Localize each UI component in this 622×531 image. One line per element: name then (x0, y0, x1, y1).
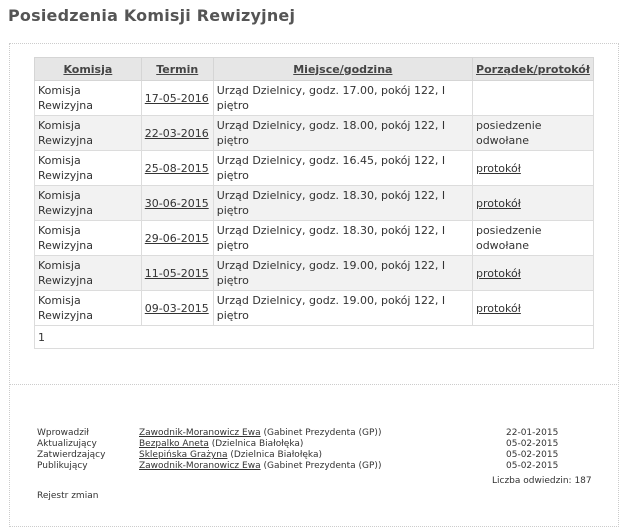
person-link[interactable]: Bezpalko Aneta (139, 439, 209, 449)
protocol-link[interactable]: protokół (475, 196, 521, 210)
term-link[interactable]: 17-05-2016 (141, 81, 213, 116)
commission-cell: Komisja Rewizyjna (35, 186, 142, 221)
meta-date: 22-01-2015 (506, 428, 559, 438)
commission-cell: Komisja Rewizyjna (35, 151, 142, 186)
agenda-cell (472, 291, 593, 326)
place-cell: Urząd Dzielnicy, godz. 19.00, pokój 122, I piętro (213, 256, 472, 291)
place-cell: Urząd Dzielnicy, godz. 18.30, pokój 122, I piętro (213, 221, 472, 256)
table-row (35, 151, 594, 186)
commission-cell: Komisja Rewizyjna (35, 291, 142, 326)
page-number[interactable]: 1 (35, 326, 594, 349)
protocol-link[interactable]: protokół (475, 301, 521, 315)
sessions-table (34, 57, 594, 349)
commission-cell: Komisja Rewizyjna (35, 256, 142, 291)
meta-label: Wprowadził (37, 428, 89, 438)
meta-label: Publikujący (37, 461, 88, 471)
place-cell: Urząd Dzielnicy, godz. 18.30, pokój 122, I piętro (213, 186, 472, 221)
person-link[interactable]: Zawodnik-Moranowicz Ewa (139, 461, 261, 471)
protocol-link[interactable]: protokół (475, 266, 521, 280)
meta-label: Zatwierdzający (37, 450, 106, 460)
person-link[interactable]: Zawodnik-Moranowicz Ewa (139, 428, 261, 438)
org-name: (Dzielnica Białołęka) (227, 450, 322, 460)
column-header-place[interactable]: Miejsce/godzina (213, 58, 472, 81)
agenda-cell: posiedzenie odwołane (472, 116, 593, 151)
place-cell: Urząd Dzielnicy, godz. 16.45, pokój 122, I piętro (213, 151, 472, 186)
column-header-agenda[interactable]: Porządek/protokół (472, 58, 593, 81)
table-row (35, 291, 594, 326)
commission-cell: Komisja Rewizyjna (35, 81, 142, 116)
commission-cell: Komisja Rewizyjna (35, 116, 142, 151)
place-cell: Urząd Dzielnicy, godz. 17.00, pokój 122, I piętro (213, 81, 472, 116)
place-cell: Urząd Dzielnicy, godz. 19.00, pokój 122, I piętro (213, 291, 472, 326)
pagination-row (35, 326, 594, 349)
person-link[interactable]: Sklepińska Grażyna (139, 450, 228, 460)
term-link[interactable]: 09-03-2015 (141, 291, 213, 326)
table-row (35, 116, 594, 151)
agenda-cell: posiedzenie odwołane (472, 221, 593, 256)
agenda-cell (472, 81, 593, 116)
commission-cell: Komisja Rewizyjna (35, 221, 142, 256)
meta-date: 05-02-2015 (506, 450, 559, 460)
visits-count: 187 (574, 476, 592, 486)
meta-label: Aktualizujący (37, 439, 97, 449)
visit-counter (492, 476, 592, 486)
table-row (35, 81, 594, 116)
org-name: (Gabinet Prezydenta (GP)) (260, 461, 382, 471)
place-cell: Urząd Dzielnicy, godz. 18.00, pokój 122, I piętro (213, 116, 472, 151)
agenda-cell (472, 256, 593, 291)
change-log-link[interactable]: Rejestr zmian (37, 491, 99, 501)
table-row (35, 186, 594, 221)
term-link[interactable]: 30-06-2015 (141, 186, 213, 221)
agenda-cell (472, 151, 593, 186)
meta-date: 05-02-2015 (506, 461, 559, 471)
page-title: Posiedzenia Komisji Rewizyjnej (8, 6, 296, 25)
table-row (35, 221, 594, 256)
meta-date: 05-02-2015 (506, 439, 559, 449)
term-link[interactable]: 22-03-2016 (141, 116, 213, 151)
protocol-link[interactable]: protokół (475, 161, 521, 175)
table-header-row (35, 58, 594, 81)
term-link[interactable]: 11-05-2015 (141, 256, 213, 291)
column-header-term[interactable]: Termin (141, 58, 213, 81)
column-header-commission[interactable]: Komisja (35, 58, 142, 81)
agenda-cell (472, 186, 593, 221)
section-divider (9, 384, 619, 385)
term-link[interactable]: 29-06-2015 (141, 221, 213, 256)
visits-label: Liczba odwiedzin: (492, 476, 572, 486)
org-name: (Dzielnica Białołęka) (208, 439, 304, 449)
term-link[interactable]: 25-08-2015 (141, 151, 213, 186)
table-row (35, 256, 594, 291)
org-name: (Gabinet Prezydenta (GP)) (260, 428, 382, 438)
